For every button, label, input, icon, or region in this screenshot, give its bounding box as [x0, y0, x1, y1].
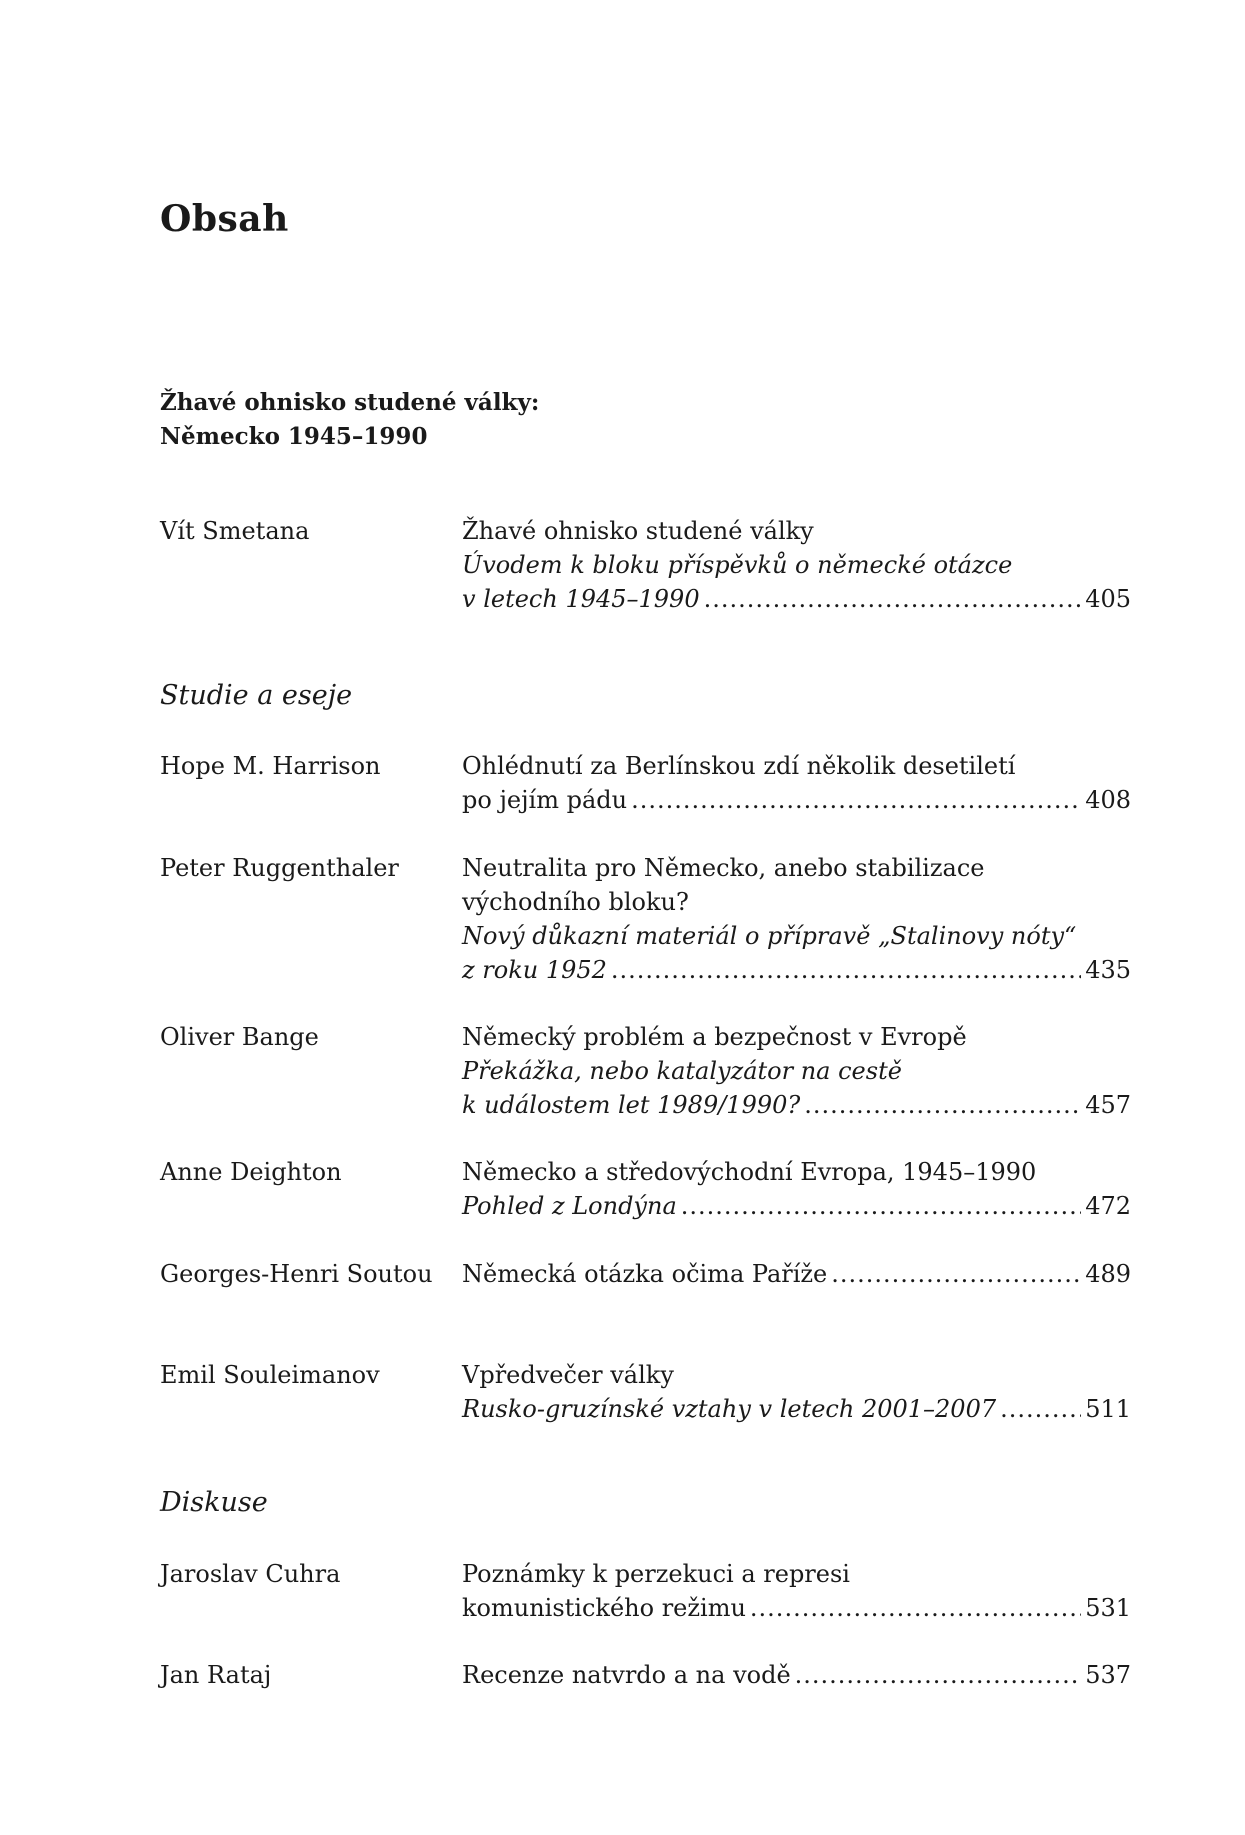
dot-leader	[795, 1658, 1082, 1692]
entry-title-line: Recenze natvrdo a na vodě	[462, 1661, 791, 1689]
entry-author: Oliver Bange	[160, 1023, 319, 1051]
entry-subtitle-line: Úvodem k bloku příspěvků o německé otázce	[462, 551, 1013, 579]
entry-title-line: po jejím pádu	[462, 786, 628, 814]
dot-leader	[611, 953, 1081, 987]
entry-subtitle-line: Rusko-gruzínské vztahy v letech 2001–2007	[462, 1395, 997, 1423]
entry-title-line: Německá otázka očima Paříže	[462, 1260, 828, 1288]
entry-work	[462, 851, 1131, 987]
dot-leader	[1000, 1392, 1081, 1426]
entry-page-number: 511	[1085, 1395, 1131, 1423]
dot-leader	[704, 582, 1082, 616]
entry-page-number: 472	[1085, 1192, 1131, 1220]
entry-page-number: 531	[1085, 1594, 1131, 1622]
entry-subtitle-line: v letech 1945–1990	[462, 585, 700, 613]
subsection-heading-studies: Studie a eseje	[160, 680, 353, 711]
entry-page-number: 537	[1085, 1661, 1131, 1689]
entry-title-line: Ohlédnutí za Berlínskou zdí několik desetiletí	[462, 752, 1016, 780]
entry-work	[462, 1020, 1131, 1122]
dot-leader	[804, 1088, 1081, 1122]
entry-work	[462, 1257, 1131, 1291]
entry-subtitle-line: Pohled z Londýna	[462, 1192, 677, 1220]
entry-page-number: 489	[1085, 1260, 1131, 1288]
subsection-heading-discussion: Diskuse	[160, 1487, 268, 1518]
entry-title-line: komunistického režimu	[462, 1594, 746, 1622]
entry-subtitle-line: k událostem let 1989/1990?	[462, 1091, 801, 1119]
entry-work	[462, 514, 1131, 616]
entry-title-line: východního bloku?	[462, 888, 689, 916]
entry-subtitle-line: Nový důkazní materiál o přípravě „Stalinovy nóty“	[462, 922, 1077, 950]
entry-work	[462, 1155, 1131, 1223]
entry-work	[462, 749, 1131, 817]
dot-leader	[831, 1257, 1081, 1291]
entry-page-number: 408	[1085, 786, 1131, 814]
entry-subtitle-line: z roku 1952	[462, 956, 607, 984]
entry-subtitle-line: Překážka, nebo katalyzátor na cestě	[462, 1057, 902, 1085]
entry-author: Emil Souleimanov	[160, 1361, 380, 1389]
entry-title-line: Německý problém a bezpečnost v Evropě	[462, 1023, 967, 1051]
entry-title-line: Vpředvečer války	[462, 1361, 674, 1389]
section-heading-line2: Německo 1945–1990	[160, 423, 428, 450]
entry-author: Jan Rataj	[160, 1661, 272, 1689]
entry-title-line: Německo a středovýchodní Evropa, 1945–1990	[462, 1158, 1037, 1186]
page-title: Obsah	[160, 198, 289, 240]
entry-author: Georges-Henri Soutou	[160, 1260, 433, 1288]
entry-title-line: Poznámky k perzekuci a represi	[462, 1560, 850, 1588]
entry-author: Vít Smetana	[160, 517, 310, 545]
entry-author: Peter Ruggenthaler	[160, 854, 399, 882]
entry-author: Anne Deighton	[160, 1158, 342, 1186]
entry-work	[462, 1557, 1131, 1625]
entry-work	[462, 1658, 1131, 1692]
entry-author: Jaroslav Cuhra	[160, 1560, 341, 1588]
entry-page-number: 457	[1085, 1091, 1131, 1119]
entry-page-number: 405	[1085, 585, 1131, 613]
section-heading	[160, 386, 539, 454]
dot-leader	[750, 1591, 1081, 1625]
entry-author: Hope M. Harrison	[160, 752, 381, 780]
entry-title-line: Žhavé ohnisko studené války	[462, 517, 814, 545]
entry-work	[462, 1358, 1131, 1426]
dot-leader	[681, 1189, 1081, 1223]
entry-page-number: 435	[1085, 956, 1131, 984]
section-heading-line1: Žhavé ohnisko studené války:	[160, 389, 540, 416]
dot-leader	[631, 783, 1081, 817]
entry-title-line: Neutralita pro Německo, anebo stabilizace	[462, 854, 985, 882]
